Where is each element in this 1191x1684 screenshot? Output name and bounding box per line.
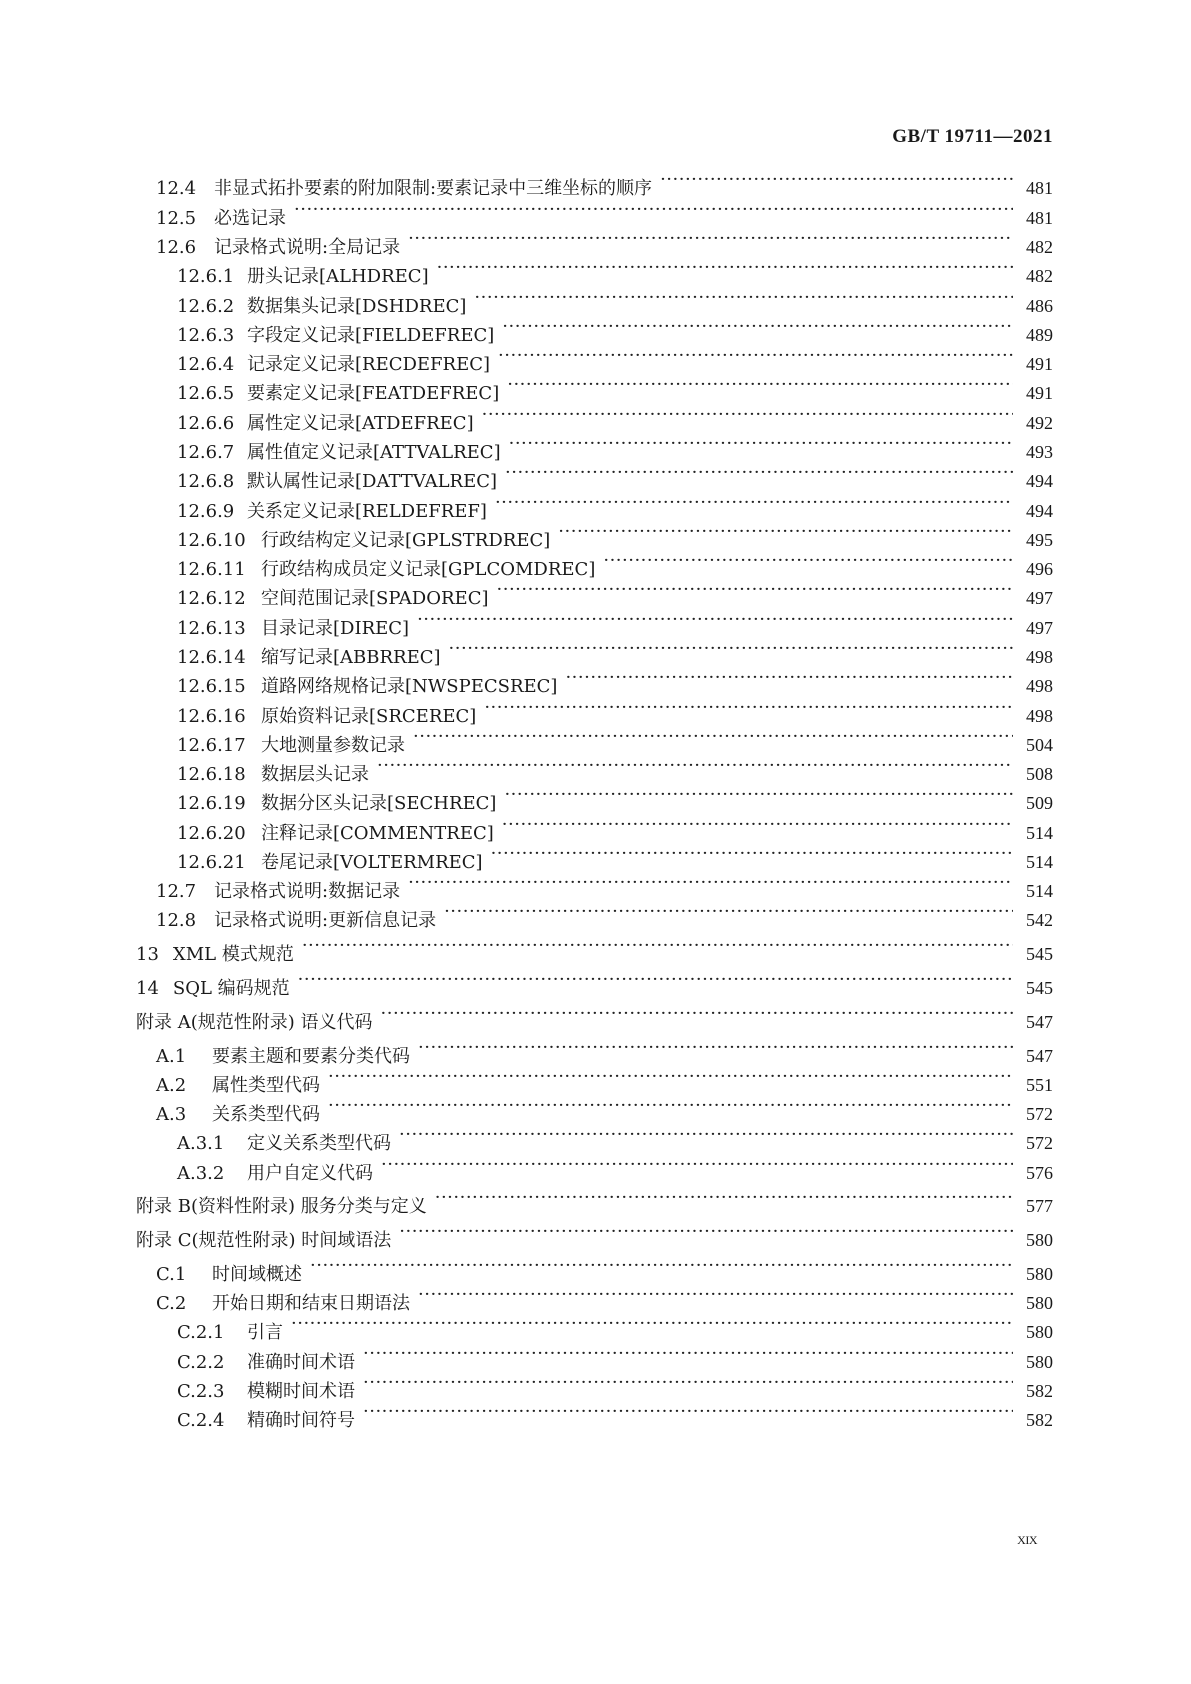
- toc-entry-page: 486: [1026, 296, 1053, 316]
- toc-dot-leader: [474, 284, 1013, 312]
- toc-entry-title: 册头记录[ALHDREC]: [247, 266, 429, 287]
- toc-entry-page: 492: [1026, 413, 1053, 433]
- toc-dot-leader: [310, 1252, 1013, 1280]
- toc-entry-12-6-14[interactable]: [177, 635, 1053, 668]
- toc-entry-page: 582: [1026, 1381, 1053, 1401]
- toc-entry-page: 580: [1026, 1264, 1053, 1284]
- toc-entry-title: 属性值定义记录[ATTVALREC]: [247, 442, 501, 463]
- toc-dot-leader: [505, 459, 1013, 487]
- toc-entry-c-2-2[interactable]: [177, 1340, 1053, 1373]
- toc-entry-number: A.1: [156, 1046, 187, 1067]
- toc-entry-page: 580: [1026, 1352, 1053, 1372]
- toc-entry-number: C.2.1: [177, 1322, 225, 1343]
- toc-entry-title: 注释记录[COMMENTREC]: [261, 823, 494, 844]
- toc-entry-page: 547: [1026, 1046, 1053, 1066]
- toc-entry-title: 缩写记录[ABBRREC]: [261, 647, 441, 668]
- toc-entry-title: 必选记录: [214, 208, 286, 229]
- toc-entry-page: 498: [1026, 647, 1053, 667]
- toc-dot-leader: [408, 225, 1013, 253]
- toc-entry-number: 12.6.12: [177, 588, 246, 609]
- toc-entry-page: 508: [1026, 764, 1053, 784]
- toc-entry-number: C.2: [156, 1293, 187, 1314]
- toc-dot-leader: [418, 1034, 1013, 1062]
- toc-entry-title: 引言: [247, 1322, 283, 1343]
- toc-entry-12-6-3[interactable]: [177, 313, 1053, 346]
- toc-dot-leader: [328, 1092, 1013, 1120]
- toc-entry-page: 498: [1026, 676, 1053, 696]
- toc-dot-leader: [399, 1218, 1013, 1246]
- toc-entry-12-7[interactable]: [156, 869, 1053, 902]
- toc-entry-number: A.3: [156, 1104, 187, 1125]
- toc-entry-title: 数据集头记录[DSHDREC]: [247, 296, 467, 317]
- toc-entry-number: 12.5: [156, 208, 197, 229]
- toc-entry-number: 12.6.17: [177, 735, 246, 756]
- toc-entry-page: 514: [1026, 823, 1053, 843]
- toc-entry-number: 12.6.21: [177, 852, 246, 873]
- toc-entry-page: 498: [1026, 706, 1053, 726]
- toc-dot-leader: [363, 1340, 1013, 1368]
- toc-entry-a-3-2[interactable]: [177, 1151, 1053, 1184]
- toc-entry-a-2[interactable]: [156, 1063, 1053, 1096]
- toc-entry-number: A.2: [156, 1075, 187, 1096]
- toc-entry-title: 记录定义记录[RECDEFREC]: [247, 354, 491, 375]
- toc-entry-page: 580: [1026, 1322, 1053, 1342]
- toc-dot-leader: [497, 576, 1014, 604]
- toc-entry-title: 时间域概述: [212, 1264, 302, 1285]
- toc-entry-number: 14: [136, 978, 159, 999]
- toc-entry-12-6-5[interactable]: [177, 371, 1053, 404]
- toc-dot-leader: [495, 489, 1013, 517]
- toc-entry-page: 481: [1026, 178, 1053, 198]
- toc-entry-page: 494: [1026, 471, 1053, 491]
- toc-dot-leader: [498, 342, 1013, 370]
- toc-entry-title: 开始日期和结束日期语法: [212, 1293, 410, 1314]
- toc-entry-page: 491: [1026, 383, 1053, 403]
- toc-dot-leader: [484, 694, 1013, 722]
- toc-entry-title: SQL 编码规范: [172, 978, 290, 999]
- toc-entry-number: 12.6.20: [177, 823, 246, 844]
- toc-dot-leader: [294, 196, 1013, 224]
- toc-entry-number: 12.6.19: [177, 793, 246, 814]
- toc-entry-title: 数据分区头记录[SECHREC]: [261, 793, 497, 814]
- toc-entry-number: 12.6.1: [177, 266, 235, 287]
- toc-dot-leader: [363, 1398, 1013, 1426]
- toc-entry-title: 原始资料记录[SRCEREC]: [261, 706, 477, 727]
- toc-entry-12-4[interactable]: [156, 166, 1053, 199]
- toc-entry-number: 12.6.7: [177, 442, 235, 463]
- toc-entry-number: C.2.2: [177, 1352, 225, 1373]
- toc-entry-page: 496: [1026, 559, 1053, 579]
- toc-entry-a-3[interactable]: [156, 1092, 1053, 1125]
- toc-entry-page: 572: [1026, 1104, 1053, 1124]
- toc-entry-title: (规范性附录) 语义代码: [190, 1012, 373, 1033]
- toc-entry-12-8[interactable]: [156, 898, 1053, 931]
- toc-entry-title: 空间范围记录[SPADOREC]: [261, 588, 489, 609]
- toc-entry-12-6-12[interactable]: [177, 576, 1053, 609]
- toc-entry-number: C.1: [156, 1264, 187, 1285]
- toc-entry-title: 大地测量参数记录: [261, 735, 405, 756]
- toc-entry-title: XML 模式规范: [172, 944, 294, 965]
- toc-entry-page: 482: [1026, 237, 1053, 257]
- toc-entry-page: 545: [1026, 978, 1053, 998]
- toc-entry-title: 关系类型代码: [212, 1104, 320, 1125]
- toc-entry-page: 580: [1026, 1230, 1053, 1250]
- toc-dot-leader: [565, 664, 1013, 692]
- toc-entry-12-6-7[interactable]: [177, 430, 1053, 463]
- toc-entry-page: 495: [1026, 530, 1053, 550]
- toc-entry-title: (资料性附录) 服务分类与定义: [190, 1196, 427, 1217]
- toc-entry-number: C.2.3: [177, 1381, 225, 1402]
- toc-entry-12-6-15[interactable]: [177, 664, 1053, 697]
- toc-entry-page: 572: [1026, 1133, 1053, 1153]
- toc-dot-leader: [363, 1369, 1013, 1397]
- toc-entry-number: 附录 A: [136, 1012, 191, 1033]
- toc-entry-title: 准确时间术语: [247, 1352, 355, 1373]
- toc-entry-title: 记录格式说明:全局记录: [214, 237, 401, 258]
- toc-dot-leader: [660, 166, 1013, 194]
- toc-dot-leader: [328, 1063, 1013, 1091]
- toc-entry-12-6-17[interactable]: [177, 723, 1053, 756]
- toc-entry-a-1[interactable]: [156, 1034, 1053, 1067]
- toc-entry-page: 547: [1026, 1012, 1053, 1032]
- toc-entry-page: 494: [1026, 501, 1053, 521]
- toc-entry-title: 精确时间符号: [247, 1410, 355, 1431]
- toc-entry-page: 493: [1026, 442, 1053, 462]
- standard-code: GB/T 19711—2021: [892, 126, 1053, 147]
- toc-dot-leader: [417, 606, 1013, 634]
- toc-entry-title: 目录记录[DIREC]: [261, 618, 410, 639]
- toc-entry-12-6-13[interactable]: [177, 606, 1053, 639]
- toc-entry-c-2-1[interactable]: [177, 1310, 1053, 1343]
- toc-entry-12-6-6[interactable]: [177, 401, 1053, 434]
- toc-entry-number: 12.6.11: [177, 559, 246, 580]
- toc-entry-title: 道路网络规格记录[NWSPECSREC]: [261, 676, 558, 697]
- toc-entry-page: 482: [1026, 266, 1053, 286]
- toc-entry-12-6-21[interactable]: [177, 840, 1053, 873]
- toc-entry-appendix-c[interactable]: [136, 1218, 1053, 1251]
- toc-dot-leader: [298, 966, 1013, 994]
- toc-entry-12-6-8[interactable]: [177, 459, 1053, 492]
- toc-entry-title: 非显式拓扑要素的附加限制:要素记录中三维坐标的顺序: [214, 178, 653, 199]
- toc-entry-13[interactable]: [136, 932, 1053, 965]
- toc-dot-leader: [491, 840, 1013, 868]
- toc-entry-page: 497: [1026, 618, 1053, 638]
- toc-entry-page: 514: [1026, 881, 1053, 901]
- toc-entry-page: 509: [1026, 793, 1053, 813]
- toc-entry-12-6[interactable]: [156, 225, 1053, 258]
- toc-dot-leader: [437, 254, 1013, 282]
- toc-entry-12-6-1[interactable]: [177, 254, 1053, 287]
- toc-entry-number: 12.6.18: [177, 764, 246, 785]
- page-folio: XIX: [1017, 1533, 1037, 1547]
- toc-dot-leader: [444, 898, 1013, 926]
- toc-entry-title: 行政结构成员定义记录[GPLCOMDREC]: [261, 559, 596, 580]
- toc-dot-leader: [509, 430, 1013, 458]
- toc-entry-number: 12.6.6: [177, 413, 235, 434]
- toc-entry-number: 12.6.16: [177, 706, 246, 727]
- toc-entry-number: 12.6.15: [177, 676, 246, 697]
- toc-entry-number: 12.4: [156, 178, 197, 199]
- toc-entry-number: 13: [136, 944, 159, 965]
- toc-entry-title: 记录格式说明:数据记录: [214, 881, 401, 902]
- toc-entry-number: 12.6.9: [177, 501, 235, 522]
- toc-entry-title: 要素主题和要素分类代码: [212, 1046, 410, 1067]
- toc-entry-c-2-3[interactable]: [177, 1369, 1053, 1402]
- toc-entry-title: 字段定义记录[FIELDEFREC]: [247, 325, 495, 346]
- toc-entry-c-2[interactable]: [156, 1281, 1053, 1314]
- toc-entry-page: 491: [1026, 354, 1053, 374]
- toc-dot-leader: [381, 1151, 1013, 1179]
- toc-entry-12-6-10[interactable]: [177, 518, 1053, 551]
- toc-entry-page: 545: [1026, 944, 1053, 964]
- toc-dot-leader: [418, 1281, 1013, 1309]
- toc-dot-leader: [377, 752, 1013, 780]
- toc-entry-number: C.2.4: [177, 1410, 225, 1431]
- toc-entry-page: 576: [1026, 1163, 1053, 1183]
- toc-dot-leader: [413, 723, 1013, 751]
- toc-entry-12-6-2[interactable]: [177, 284, 1053, 317]
- toc-dot-leader: [381, 1000, 1013, 1028]
- toc-entry-number: 12.6: [156, 237, 197, 258]
- toc-entry-page: 551: [1026, 1075, 1053, 1095]
- toc-entry-number: 12.7: [156, 881, 197, 902]
- toc-dot-leader: [408, 869, 1013, 897]
- toc-entry-number: 12.8: [156, 910, 197, 931]
- toc-dot-leader: [558, 518, 1013, 546]
- toc-dot-leader: [507, 371, 1013, 399]
- toc-entry-12-6-19[interactable]: [177, 781, 1053, 814]
- toc-entry-page: 504: [1026, 735, 1053, 755]
- toc-entry-page: 582: [1026, 1410, 1053, 1430]
- toc-entry-12-5[interactable]: [156, 196, 1053, 229]
- toc-entry-c-2-4[interactable]: [177, 1398, 1053, 1431]
- toc-entry-number: A.3.2: [177, 1163, 225, 1184]
- toc-entry-12-6-16[interactable]: [177, 694, 1053, 727]
- toc-entry-number: 12.6.13: [177, 618, 246, 639]
- toc-dot-leader: [502, 313, 1013, 341]
- toc-entry-appendix-a[interactable]: [136, 1000, 1053, 1033]
- toc-entry-title: 属性类型代码: [212, 1075, 320, 1096]
- toc-dot-leader: [449, 635, 1013, 663]
- toc-entry-page: 580: [1026, 1293, 1053, 1313]
- toc-entry-page: 489: [1026, 325, 1053, 345]
- toc-entry-a-3-1[interactable]: [177, 1121, 1053, 1154]
- toc-entry-title: 卷尾记录[VOLTERMREC]: [261, 852, 483, 873]
- toc-entry-page: 577: [1026, 1196, 1053, 1216]
- toc-entry-number: 12.6.4: [177, 354, 235, 375]
- toc-entry-number: 12.6.10: [177, 530, 246, 551]
- toc-entry-number: 附录 B: [136, 1196, 191, 1217]
- toc-entry-number: 12.6.8: [177, 471, 235, 492]
- toc-entry-page: 514: [1026, 852, 1053, 872]
- toc-entry-number: A.3.1: [177, 1133, 225, 1154]
- toc-dot-leader: [435, 1184, 1013, 1212]
- toc-entry-12-6-9[interactable]: [177, 489, 1053, 522]
- toc-entry-page: 481: [1026, 208, 1053, 228]
- toc-dot-leader: [482, 401, 1013, 429]
- toc-entry-title: 要素定义记录[FEATDEFREC]: [247, 383, 500, 404]
- toc-entry-page: 542: [1026, 910, 1053, 930]
- toc-entry-title: 行政结构定义记录[GPLSTRDREC]: [261, 530, 551, 551]
- toc-entry-title: 默认属性记录[DATTVALREC]: [247, 471, 498, 492]
- toc-dot-leader: [302, 932, 1013, 960]
- toc-entry-number: 12.6.2: [177, 296, 235, 317]
- toc-entry-number: 12.6.14: [177, 647, 246, 668]
- toc-entry-12-6-4[interactable]: [177, 342, 1053, 375]
- toc-entry-number: 12.6.3: [177, 325, 235, 346]
- toc-entry-title: 数据层头记录: [261, 764, 369, 785]
- toc-dot-leader: [603, 547, 1013, 575]
- toc-entry-title: (规范性附录) 时间域语法: [191, 1230, 392, 1251]
- toc-dot-leader: [399, 1121, 1013, 1149]
- toc-entry-12-6-20[interactable]: [177, 811, 1053, 844]
- toc-entry-number: 附录 C: [136, 1230, 192, 1251]
- toc-entry-12-6-18[interactable]: [177, 752, 1053, 785]
- toc-entry-12-6-11[interactable]: [177, 547, 1053, 580]
- toc-entry-14[interactable]: [136, 966, 1053, 999]
- toc-entry-appendix-b[interactable]: [136, 1184, 1053, 1217]
- toc-entry-title: 定义关系类型代码: [247, 1133, 391, 1154]
- toc-entry-title: 用户自定义代码: [247, 1163, 373, 1184]
- toc-dot-leader: [502, 811, 1013, 839]
- toc-dot-leader: [504, 781, 1013, 809]
- toc-entry-title: 模糊时间术语: [247, 1381, 355, 1402]
- toc-entry-c-1[interactable]: [156, 1252, 1053, 1285]
- toc-entry-number: 12.6.5: [177, 383, 235, 404]
- toc-dot-leader: [291, 1310, 1013, 1338]
- toc-entry-title: 属性定义记录[ATDEFREC]: [247, 413, 474, 434]
- toc-entry-title: 记录格式说明:更新信息记录: [214, 910, 437, 931]
- toc-entry-page: 497: [1026, 588, 1053, 608]
- toc-entry-title: 关系定义记录[RELDEFREF]: [247, 501, 487, 522]
